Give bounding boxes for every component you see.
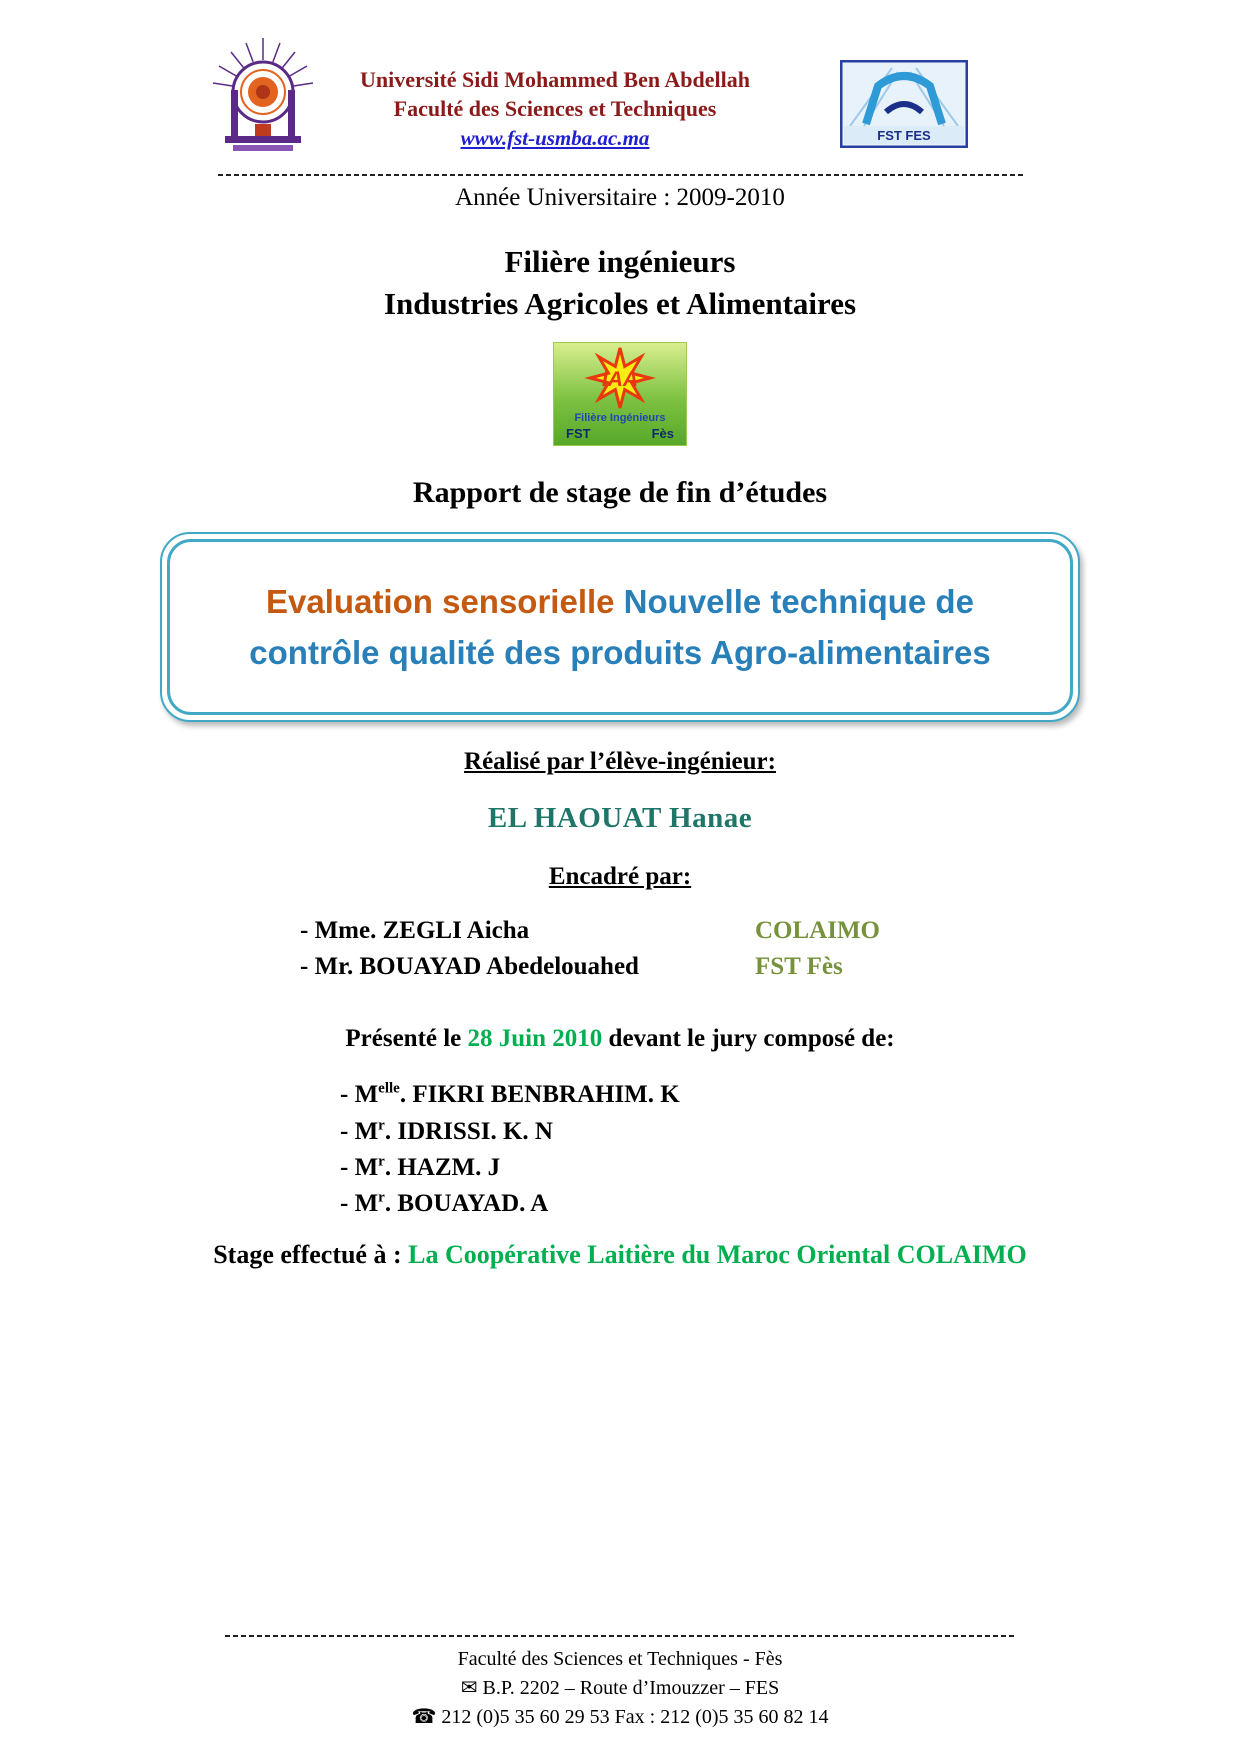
jury-member-name: . IDRISSI. K. N: [384, 1117, 553, 1145]
title-part2: Nouvelle technique de contrôle qualité des produits Agro-alimentaires: [249, 583, 991, 672]
fst-fes-logo-label: FST FES: [877, 128, 931, 143]
jury-member: [340, 1150, 1145, 1186]
program-line1: Filière ingénieurs: [504, 244, 736, 279]
footer-phone-text: 212 (0)5 35 60 29 53 Fax : 212 (0)5 35 60 82 14: [441, 1706, 829, 1728]
page-footer: [0, 1635, 1240, 1731]
jury-intro: [95, 1025, 1145, 1053]
iaa-fst-label: FST: [566, 426, 591, 441]
page-header: [95, 30, 1145, 170]
program-line2: Industries Agricoles et Alimentaires: [383, 286, 857, 321]
supervisor-name: - Mme. ZEGLI Aicha: [300, 917, 530, 945]
jury-member-prefix: - M: [340, 1153, 379, 1181]
university-seal-icon: [207, 30, 319, 162]
jury-member: [340, 1186, 1145, 1222]
mail-icon: ✉: [460, 1675, 478, 1699]
iaa-subtitle: Filière Ingénieurs: [574, 412, 666, 424]
jury-member-sup: r: [378, 1153, 385, 1170]
fst-fes-logo: [840, 60, 968, 153]
jury-member-prefix: - M: [340, 1081, 379, 1109]
footer-faculty: Faculté des Sciences et Techniques - Fès: [457, 1648, 783, 1670]
iaa-city-label: Fès: [651, 426, 674, 441]
jury-member-prefix: - M: [340, 1190, 379, 1218]
author-heading: Réalisé par l’élève-ingénieur:: [464, 748, 776, 776]
university-name: Université Sidi Mohammed Ben Abdellah: [360, 67, 750, 92]
supervisors-heading: Encadré par:: [548, 863, 692, 891]
report-title: [167, 539, 1073, 715]
iaa-logo: [553, 342, 687, 446]
jury-intro-after: devant le jury composé de:: [602, 1025, 895, 1053]
supervisor-affiliation: FST Fès: [755, 953, 843, 981]
iaa-starburst-icon: [555, 345, 685, 411]
defense-date: 28 Juin 2010: [467, 1025, 603, 1053]
supervisor-name: - Mr. BOUAYAD Abedelouahed: [300, 953, 639, 981]
jury-member-name: . BOUAYAD. A: [384, 1190, 549, 1218]
title-part1: Evaluation sensorielle: [266, 583, 615, 620]
jury-intro-before: Présenté le: [345, 1025, 468, 1053]
title-box: [160, 532, 1080, 722]
jury-member-sup: r: [378, 1189, 385, 1206]
footer-phone: [0, 1702, 1240, 1731]
faculty-name: Faculté des Sciences et Techniques: [393, 95, 717, 121]
iaa-bottom-row: [554, 424, 686, 441]
supervisors-list: [300, 917, 1145, 981]
jury-member: [340, 1114, 1145, 1150]
footer-address: [0, 1673, 1240, 1702]
university-logo: [207, 30, 319, 167]
academic-year: Année Universitaire : 2009-2010: [455, 184, 785, 211]
supervisor-row: [300, 917, 1145, 945]
supervisor-row: [300, 953, 1145, 981]
jury-member-prefix: - M: [340, 1117, 379, 1145]
fst-fes-logo-icon: [840, 60, 968, 148]
jury-member: [340, 1077, 1145, 1113]
phone-icon: ☎: [411, 1704, 437, 1728]
internship-company: La Coopérative Laitière du Maroc Oriental COLAIMO: [408, 1240, 1027, 1270]
report-type: Rapport de stage de fin d’études: [412, 476, 828, 509]
supervisor-affiliation: COLAIMO: [755, 917, 880, 945]
iaa-logo-wrap: [95, 342, 1145, 446]
header-titles: [245, 30, 865, 151]
divider-top: [218, 174, 1023, 176]
jury-member-name: . FIKRI BENBRAHIM. K: [399, 1081, 680, 1109]
iaa-acronym: IAA: [601, 368, 639, 391]
website-link[interactable]: www.fst-usmba.ac.ma: [460, 126, 650, 151]
author-name: EL HAOUAT Hanae: [487, 802, 753, 835]
internship-line: [95, 1240, 1145, 1270]
jury-member-sup: r: [378, 1117, 385, 1134]
jury-list: [340, 1077, 1145, 1222]
internship-label: Stage effectué à :: [213, 1240, 409, 1270]
jury-member-sup: elle: [378, 1080, 400, 1097]
footer-address-text: B.P. 2202 – Route d’Imouzzer – FES: [482, 1677, 780, 1699]
jury-member-name: . HAZM. J: [384, 1153, 501, 1181]
divider-bottom: [225, 1635, 1015, 1637]
